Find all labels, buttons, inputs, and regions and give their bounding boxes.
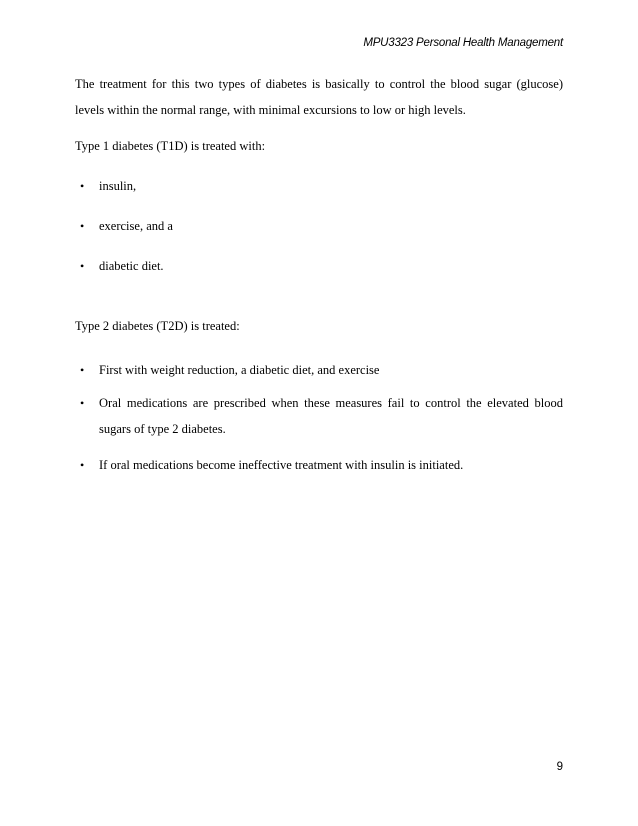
list-item-text: diabetic diet. (99, 259, 164, 273)
page-header: MPU3323 Personal Health Management (363, 37, 563, 49)
list-item (75, 360, 563, 380)
list-item (75, 390, 563, 442)
bullet-icon: • (80, 363, 85, 377)
bullet-icon: • (80, 396, 85, 410)
type1-list (75, 176, 563, 276)
page-number: 9 (556, 761, 563, 773)
type1-heading: Type 1 diabetes (T1D) is treated with: (75, 139, 266, 153)
intro-paragraph: The treatment for this two types of diabetes is basically to control the blood sugar (glucose) levels within the normal range, with minimal excursions to low or high levels. (75, 77, 563, 117)
list-item-text: exercise, and a (99, 219, 173, 233)
list-item (75, 455, 563, 475)
bullet-icon: • (80, 219, 85, 233)
list-item (75, 176, 563, 196)
list-item (75, 256, 563, 276)
bullet-icon: • (80, 179, 85, 193)
list-item-text: insulin, (99, 179, 137, 193)
bullet-icon: • (80, 259, 85, 273)
list-item-text: First with weight reduction, a diabetic diet, and exercise (99, 363, 380, 377)
type2-heading: Type 2 diabetes (T2D) is treated: (75, 319, 240, 333)
bullet-icon: • (80, 458, 85, 472)
list-item-text: If oral medications become ineffective treatment with insulin is initiated. (99, 458, 464, 472)
type2-list (75, 360, 563, 475)
list-item-text: Oral medications are prescribed when these measures fail to control the elevated blood sugars of type 2 diabetes. (99, 396, 563, 436)
list-item (75, 216, 563, 236)
